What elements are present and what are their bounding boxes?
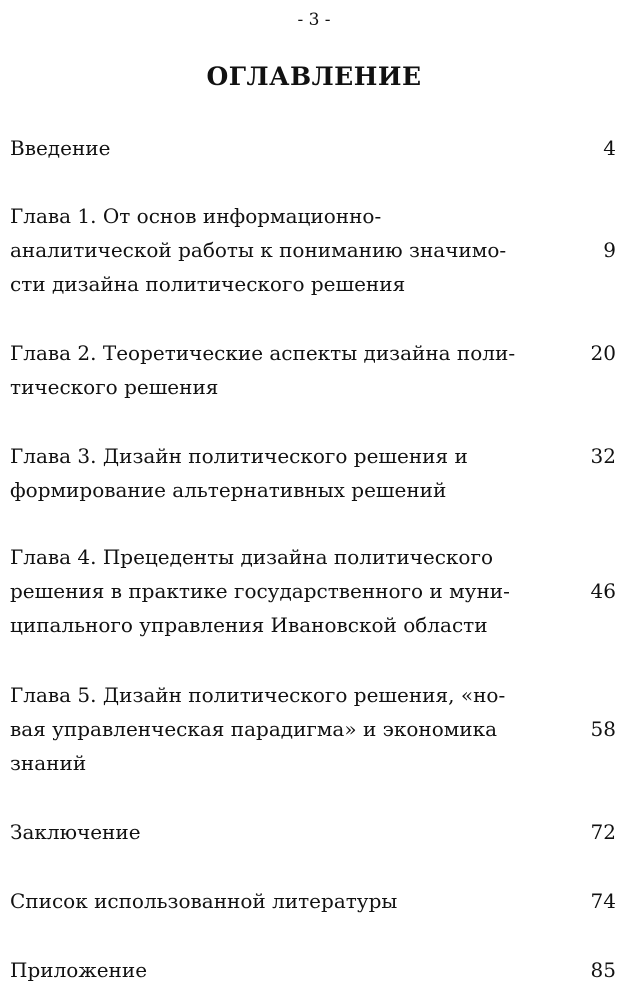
toc-entry-introduction: [10, 131, 616, 165]
toc-entry-page: 9: [603, 238, 616, 262]
toc-entry-text: [10, 336, 550, 404]
toc-entry-text: [10, 678, 550, 780]
toc-entry-appendix: [10, 953, 616, 987]
toc-entry-line: решения в практике государственного и муни-: [10, 579, 510, 603]
toc-entry-line: Глава 5. Дизайн политического решения, «но-: [10, 683, 506, 707]
toc-entry-line: Глава 1. От основ информационно-: [10, 204, 382, 228]
toc-entry-line: формирование альтернативных решений: [10, 478, 447, 502]
toc-entry-line: Список использованной литературы: [10, 889, 398, 913]
toc-entry-chapter-4: [10, 540, 616, 642]
toc-entry-text: [10, 439, 550, 507]
toc-entry-text: [10, 540, 550, 642]
toc-entry-page: 4: [603, 136, 616, 160]
toc-entry-line: Приложение: [10, 958, 148, 982]
toc-entry-chapter-2: [10, 336, 616, 404]
toc-entry-line: Глава 3. Дизайн политического решения и: [10, 444, 468, 468]
toc-entry-text: [10, 953, 550, 987]
toc-entry-text: [10, 815, 550, 849]
toc-entry-line: Заключение: [10, 820, 141, 844]
toc-entry-line: тического решения: [10, 375, 219, 399]
toc-entry-chapter-1: [10, 199, 616, 301]
toc-entry-page: 58: [590, 717, 616, 741]
toc-entry-page: 72: [590, 820, 616, 844]
toc-entry-references: [10, 884, 616, 918]
toc-entry-line: вая управленческая парадигма» и экономика: [10, 717, 498, 741]
toc-entry-line: аналитической работы к пониманию значимо-: [10, 238, 507, 262]
toc-entry-page: 85: [590, 958, 616, 982]
toc-entry-chapter-5: [10, 678, 616, 780]
toc-entry-chapter-3: [10, 439, 616, 507]
toc-entry-text: [10, 884, 550, 918]
page-title: ОГЛАВЛЕНИЕ: [206, 62, 422, 91]
toc-entry-line: Глава 2. Теоретические аспекты дизайна поли-: [10, 341, 516, 365]
toc-entry-page: 32: [590, 444, 616, 468]
toc-entry-line: знаний: [10, 751, 87, 775]
toc-entry-text: [10, 131, 550, 165]
toc-entry-line: Введение: [10, 136, 111, 160]
toc-entry-line: Глава 4. Прецеденты дизайна политического: [10, 545, 493, 569]
toc-entry-page: 20: [590, 341, 616, 365]
toc-entry-line: ципального управления Ивановской области: [10, 613, 488, 637]
toc-entry-page: 46: [590, 579, 616, 603]
page-number: - 3 -: [297, 10, 331, 30]
toc-entry-line: сти дизайна политического решения: [10, 272, 406, 296]
toc-entry-text: [10, 199, 550, 301]
toc-entry-page: 74: [590, 889, 616, 913]
toc-entry-conclusion: [10, 815, 616, 849]
